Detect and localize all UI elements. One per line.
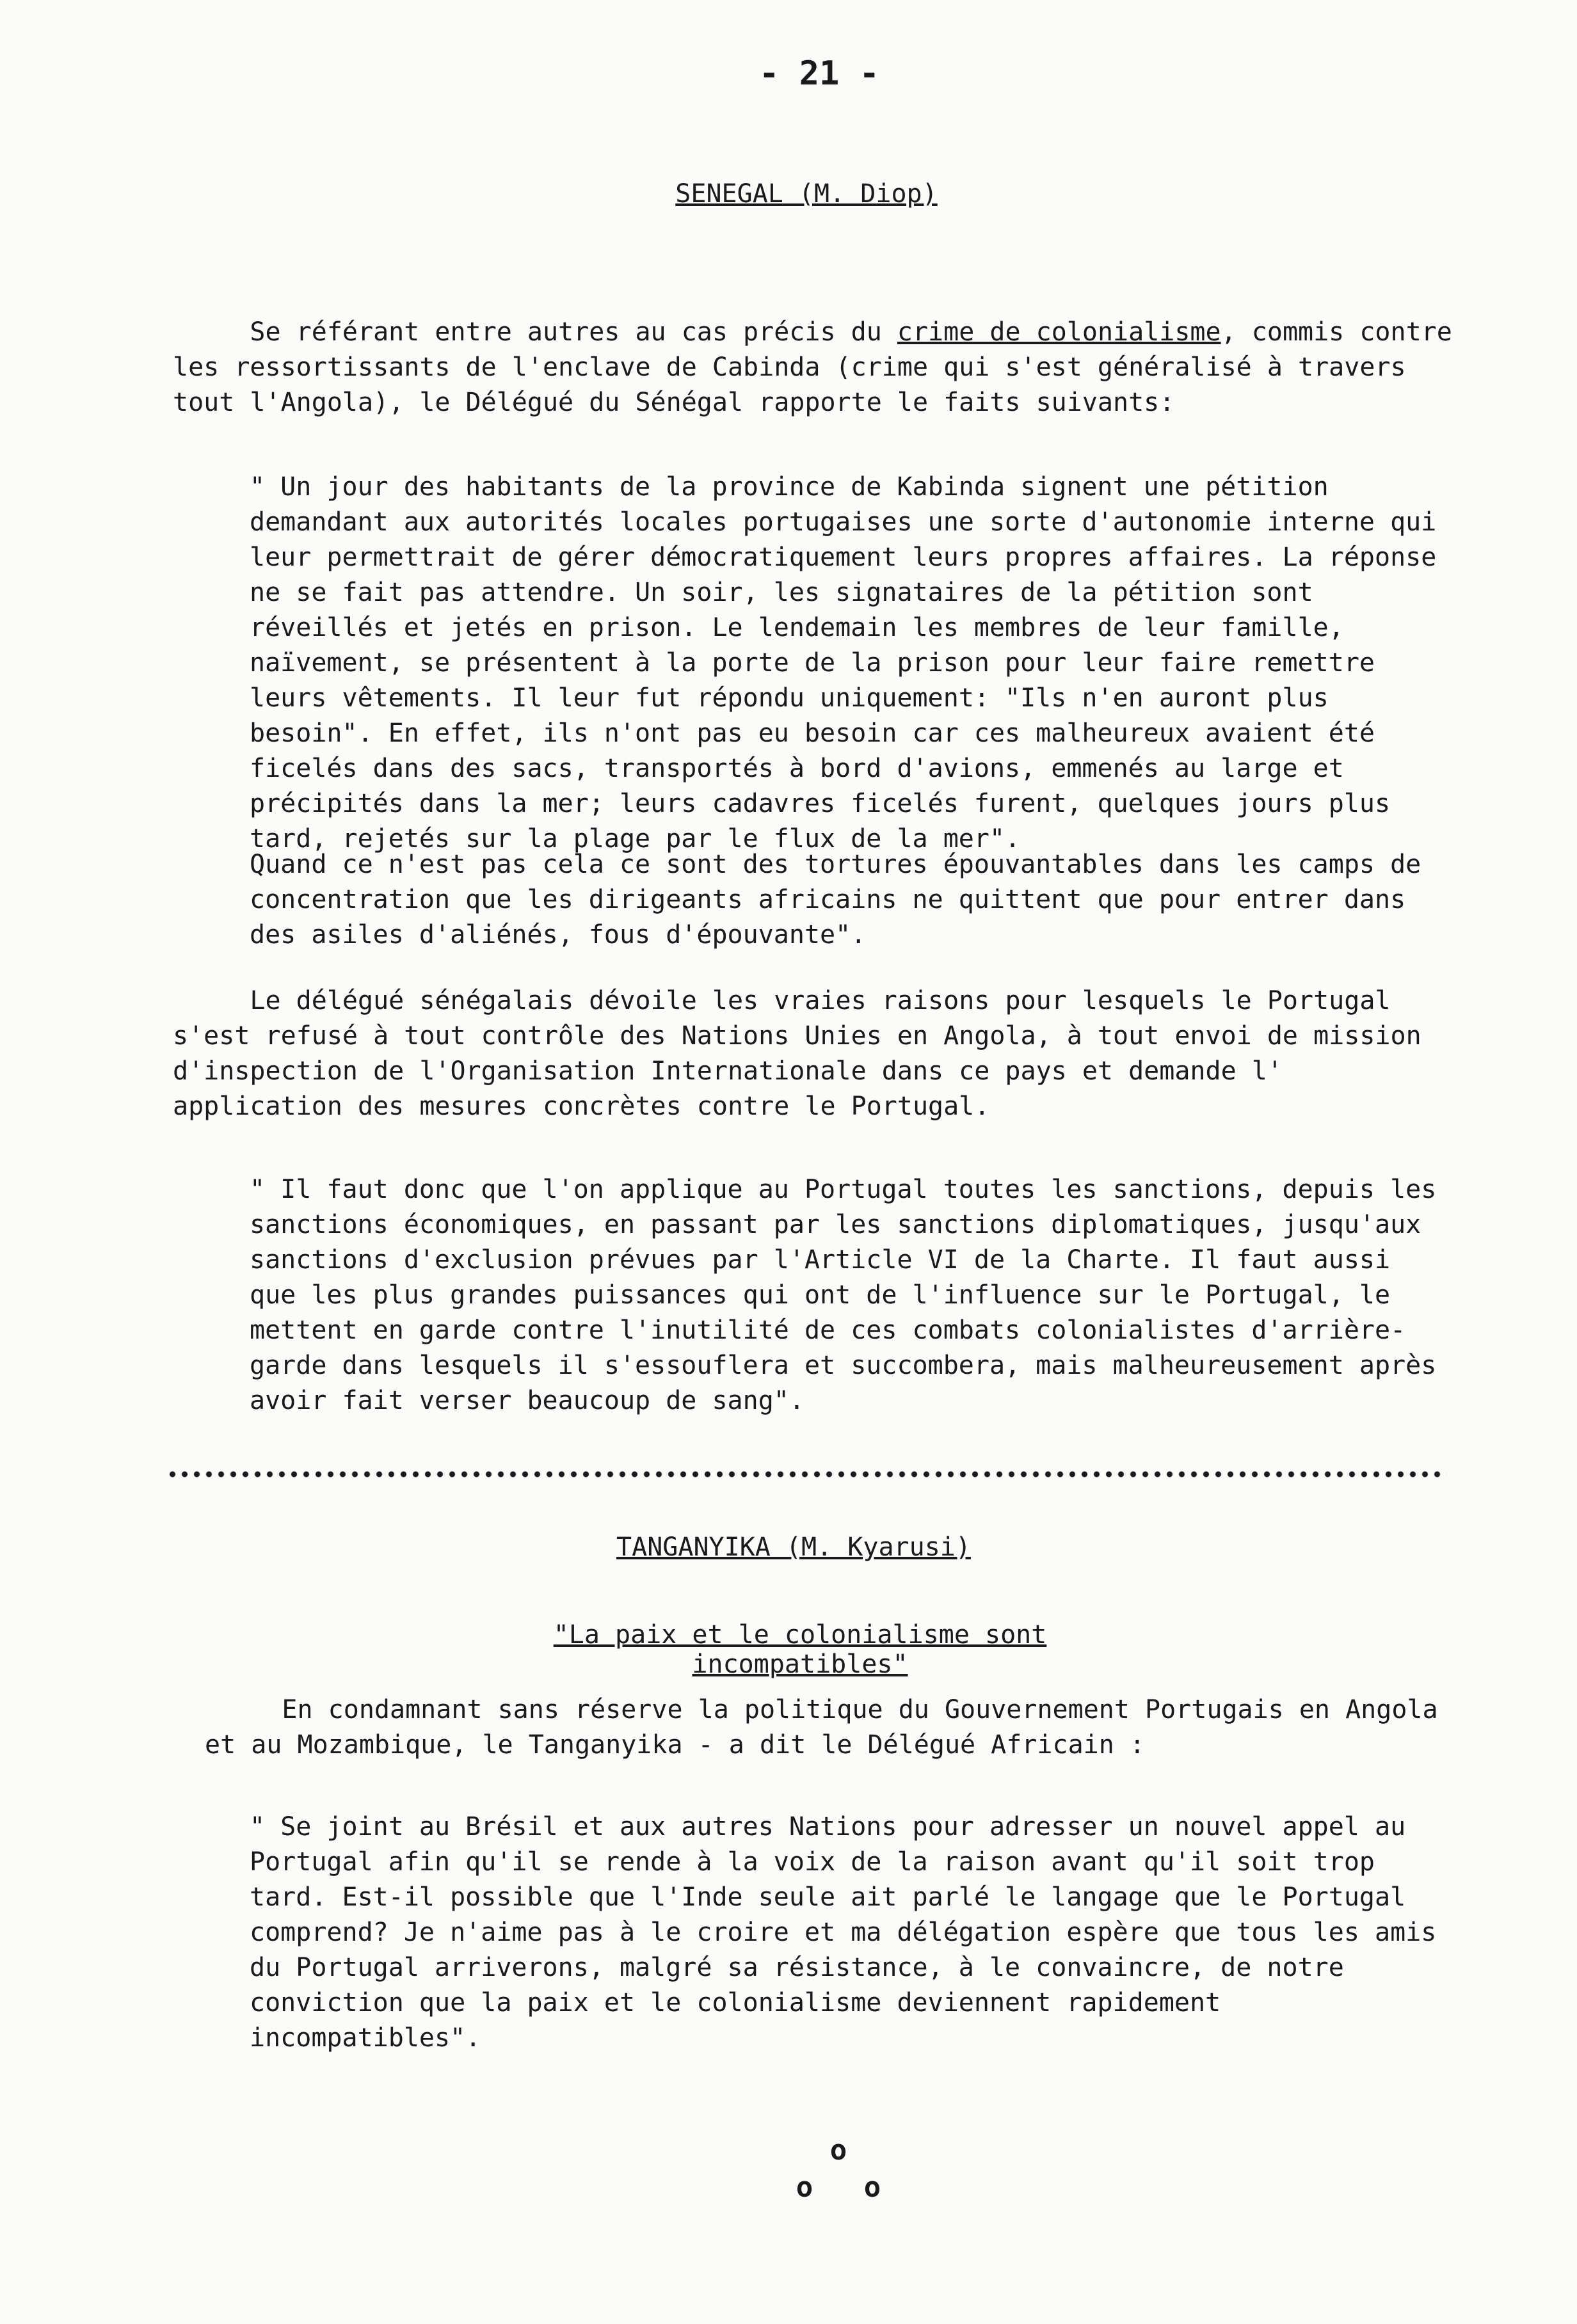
tanganyika-subheading xyxy=(448,1620,1152,1679)
senegal-heading-text: SENEGAL (M. Diop) xyxy=(675,179,938,209)
senegal-heading xyxy=(486,179,1126,209)
tanganyika-intro: En condamnant sans réserve la politique du Gouvernement Portugais en Angola et au Mozambique, le Tanganyika - a dit le Délégué Africain : xyxy=(205,1695,1453,1760)
tanganyika-quote: " Se joint au Brésil et aux autres Nations pour adresser un nouvel appel au Portugal afin qu'il se rende à la voix de la raison avant qu'il soit trop tard. Est-il possible que l'Inde seule ait parlé le langage que le Portugal comprend? Je n'aime pas à le croire et ma délégation espère que tous les amis du Portugal arriverons, malgré sa résistance, à le convaincre, de notre conviction que la paix et le colonialisme deviennent rapidement incompatibles". xyxy=(250,1812,1452,2053)
senegal-intro-emphasis: crime de colonialisme xyxy=(897,317,1221,347)
senegal-intro xyxy=(173,315,1468,420)
tanganyika-subheading-text: "La paix et le colonialisme sont incompatibles" xyxy=(553,1620,1047,1679)
senegal-paragraph-2: Le délégué sénégalais dévoile les vraies raisons pour lesquels le Portugal s'est refusé à tout contrôle des Nations Unies en Angola, à tout envoi de mission d'inspection de l'Organisation Internationale dans ce pays et demande l' application des mesures concrètes contre le Portugal. xyxy=(173,986,1437,1121)
ornament-bottom: o o xyxy=(796,2171,881,2204)
ornament-top: o xyxy=(829,2134,847,2167)
tanganyika-heading xyxy=(474,1532,1114,1562)
page-number: - 21 - xyxy=(759,54,879,93)
tanganyika-heading-text: TANGANYIKA (M. Kyarusi) xyxy=(616,1532,971,1562)
senegal-intro-after: , commis contre les ressortissants de l'enclave de Cabinda (crime qui s'est généralisé à travers tout l'Angola), le Délégué du Sénégal rapporte le faits suivants: xyxy=(173,317,1468,417)
senegal-quote-2: " Il faut donc que l'on applique au Portugal toutes les sanctions, depuis les sanctions économiques, en passant par les sanctions diplomatiques, jusqu'aux sanctions d'exclusion prévues par l'Article VI de la Charte. Il faut aussi que les plus grandes puissances qui ont de l'influence sur le Portugal, le mettent en garde contre l'inutilité de ces combats colonialistes d'arrière-garde dans lesquels il s'essouflera et succombera, mais malheureusement après avoir fait verser beaucoup de sang". xyxy=(250,1175,1452,1415)
senegal-quote-1: " Un jour des habitants de la province de Kabinda signent une pétition demandant aux autorités locales portugaises une sorte d'autonomie interne qui leur permettrait de gérer démocratiquement leurs propres affaires. La réponse ne se fait pas attendre. Un soir, les signataires de la pétition sont réveillés et jetés en prison. Le lendemain les membres de leur famille, naïvement, se présentent à la porte de la prison pour leur faire remettre leurs vêtements. Il leur fut répondu uniquement: "Ils n'en auront plus besoin". En effet, ils n'ont pas eu besoin car ces malheureux avaient été ficelés dans des sacs, transportés à bord d'avions, emmenés au large et précipités dans la mer; leurs cadavres ficelés furent, quelques jours plus tard, rejetés sur la plage par le flux de la mer". xyxy=(250,472,1452,854)
senegal-intro-before: Se référant entre autres au cas précis du xyxy=(173,317,897,347)
dotted-separator xyxy=(166,1469,1446,1479)
senegal-quote-1-continuation: Quand ce n'est pas cela ce sont des tortures épouvantables dans les camps de concentration que les dirigeants africains ne quittent que pour entrer dans des asiles d'aliénés, fous d'épouvante". xyxy=(250,850,1437,950)
